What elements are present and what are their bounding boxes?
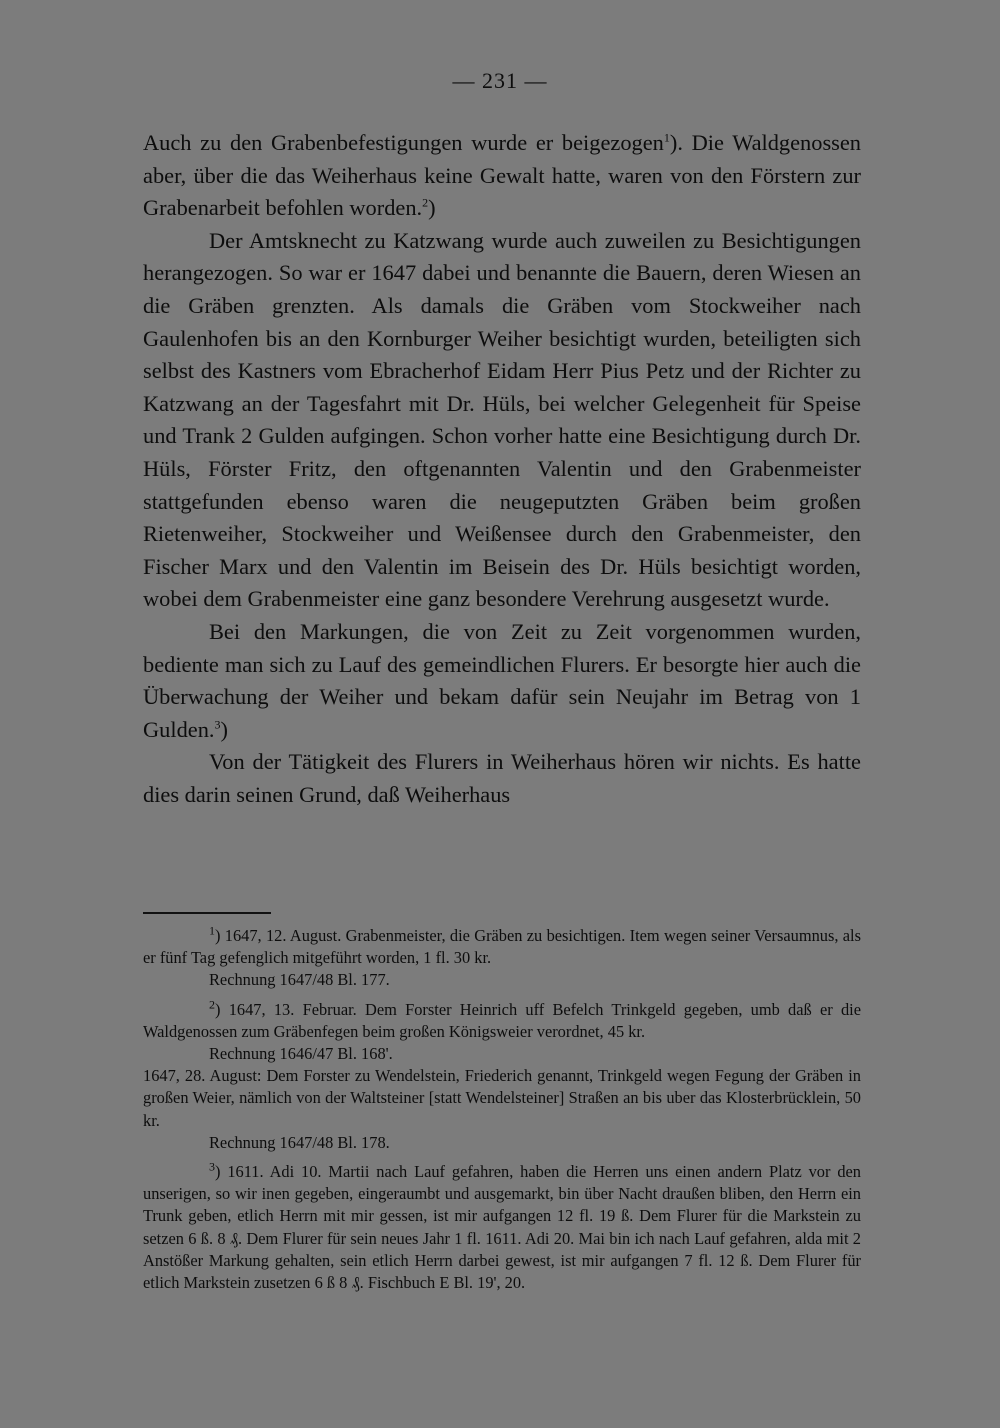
page-number: — 231 — (452, 68, 548, 93)
footnote-1-text: ) 1647, 12. August. Grabenmeister, die Gräben zu besichtigen. Item wegen seiner Versaumnus, als er fünf Tag gefenglich mitgeführt worden, 1 fl. 30 kr. (143, 926, 861, 968)
main-text (143, 127, 861, 811)
footnotes (143, 925, 861, 1294)
paragraph-3 (143, 616, 861, 746)
paragraph-1-text: Auch zu den Grabenbefestigungen wurde er beigezogen (143, 130, 664, 155)
footnote-2-continued-reference: Rechnung 1647/48 Bl. 178. (209, 1132, 390, 1152)
footnote-ref-1: 1 (663, 130, 670, 145)
footnote-3-mark: 3 (209, 1159, 215, 1174)
footnote-divider (143, 912, 271, 914)
footnote-1-reference: Rechnung 1647/48 Bl. 177. (209, 970, 390, 990)
paragraph-1-end: ) (428, 195, 436, 221)
footnote-2 (143, 999, 861, 1043)
paragraph-1 (143, 127, 861, 225)
footnote-2-mark: 2 (209, 997, 215, 1012)
footnote-2-continued: 1647, 28. August: Dem Forster zu Wendelstein, Friederich genannt, Trinkgeld wegen Fegung der Gräben in großen Weier, nämlich von der Waltsteiner [statt Wendelsteiner] Straßen an bis uber das Klosterbrücklein, 50 kr. (143, 1066, 861, 1130)
paragraph-1-text-after: ). Die Waldgenossen aber, über die das Weiherhaus keine Gewalt hatte, waren von den Förstern zur Grabenarbeit befohlen worden. (143, 130, 862, 221)
paragraph-3-text: Bei den Markungen, die von Zeit zu Zeit vorgenommen wurden, bediente man sich zu Lauf des gemeindlichen Flurers. Er besorgte hier auch die Überwachung der Weiher und bekam dafür sein Neujahr im Betrag von 1 Gulden. (143, 618, 861, 742)
footnote-ref-3: 3 (214, 717, 221, 732)
footnote-2-text: ) 1647, 13. Februar. Dem Forster Heinrich uff Befelch Trinkgeld gegeben, umb daß er die Waldgenossen zum Gräbenfegen beim großen Königsweier verordnet, 45 kr. (143, 999, 861, 1041)
footnote-2-reference: Rechnung 1646/47 Bl. 168'. (209, 1044, 393, 1064)
footnote-1-mark: 1 (209, 923, 215, 938)
footnote-3 (143, 1161, 861, 1294)
paragraph-4: Von der Tätigkeit des Flurers in Weiherhaus hören wir nichts. Es hatte dies darin seinen Grund, daß Weiherhaus (143, 749, 861, 807)
paragraph-2: Der Amtsknecht zu Katzwang wurde auch zuweilen zu Besichtigungen herangezogen. So war er 1647 dabei und benannte die Bauern, deren Wiesen an die Gräben grenzten. Als damals die Gräben vom Stockweiher nach Gaulenhofen bis an den Kornburger Weiher besichtigt wurden, beteiligten sich selbst des Kastners vom Ebracherhof Eidam Herr Pius Petz und der Richter zu Katzwang an der Tagesfahrt mit Dr. Hüls, bei welcher Gelegenheit für Speise und Trank 2 Gulden aufgingen. Schon vorher hatte eine Besichtigung durch Dr. Hüls, Förster Fritz, den oftgenannten Valentin und den Grabenmeister stattgefunden ebenso waren die neugeputzten Gräben beim großen Rietenweiher, Stockweiher und Weißensee durch den Grabenmeister, den Fischer Marx und den Valentin im Beisein des Dr. Hüls besichtigt worden, wobei dem Grabenmeister eine ganz besondere Verehrung ausgesetzt wurde. (143, 227, 861, 612)
footnote-ref-2: 2 (422, 195, 429, 210)
footnote-1 (143, 925, 861, 969)
footnote-3-text: ) 1611. Adi 10. Martii nach Lauf gefahren, haben die Herren uns einen andern Platz vor den unserigen, so wir inen gegeben, eingeraumbt und ausgemarkt, bin über Nacht draußen bliben, den Herrn ein Trunk geben, etlich Herrn mit mir gessen, ist mir aufgangen 12 fl. 19 ß. Dem Flurer für die Markstein zu setzen 6 ß. 8 ₰. Dem Flurer für sein neues Jahr 1 fl. 1611. Adi 20. Mai bin ich nach Lauf gefahren, alda mit 2 Anstößer Markung gehalten, sein etlich Herrn darbei gewest, ist mir aufgangen 7 fl. 12 ß. Dem Flurer für etlich Markstein zusetzen 6 ß 8 ₰. Fischbuch E Bl. 19', 20. (143, 1162, 861, 1293)
paragraph-3-end: ) (220, 716, 228, 742)
